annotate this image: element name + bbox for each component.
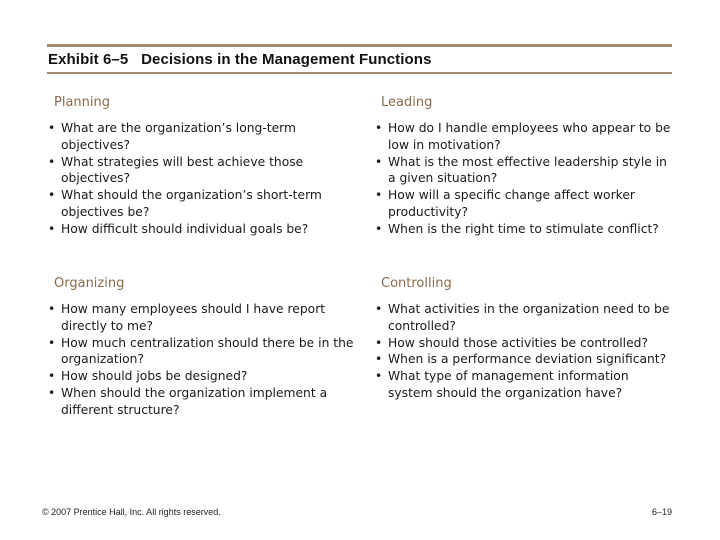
list-item: • When should the organization implement a different structure?: [48, 385, 363, 419]
leading-list: [375, 120, 675, 238]
list-item: • How many employees should I have report directly to me?: [48, 301, 363, 335]
list-item: • When is the right time to stimulate conflict?: [375, 221, 675, 238]
panel-heading-controlling: Controlling: [381, 276, 452, 291]
top-rule: [47, 44, 672, 47]
panel-heading-organizing: Organizing: [54, 276, 125, 291]
list-item: • How much centralization should there be in the organization?: [48, 335, 363, 369]
panel-controlling: [375, 276, 675, 402]
copyright-notice: © 2007 Prentice Hall, Inc. All rights reserved.: [42, 507, 221, 517]
list-item: • What are the organization’s long-term objectives?: [48, 120, 363, 154]
organizing-list: [48, 301, 363, 419]
list-item: • How will a specific change affect worker productivity?: [375, 187, 675, 221]
controlling-list: [375, 301, 675, 402]
list-item: • What type of management information system should the organization have?: [375, 368, 675, 402]
list-item: • What is the most effective leadership style in a given situation?: [375, 154, 675, 188]
page-number: 6–19: [652, 507, 673, 517]
title-underline: [47, 72, 672, 74]
list-item: • How should those activities be controlled?: [375, 335, 675, 352]
list-item: • When is a performance deviation significant?: [375, 351, 675, 368]
list-item: • What activities in the organization need to be controlled?: [375, 301, 675, 335]
list-item: • How do I handle employees who appear to be low in motivation?: [375, 120, 675, 154]
list-item: • How should jobs be designed?: [48, 368, 363, 385]
panel-organizing: [48, 276, 363, 419]
list-item: • What strategies will best achieve those objectives?: [48, 154, 363, 188]
panel-heading-planning: Planning: [54, 95, 110, 110]
exhibit-title: Exhibit 6–5 Decisions in the Management Functions: [48, 51, 432, 68]
planning-list: [48, 120, 363, 238]
panel-leading: [375, 95, 675, 238]
panel-planning: [48, 95, 363, 238]
list-item: • How difficult should individual goals be?: [48, 221, 363, 238]
list-item: • What should the organization’s short-term objectives be?: [48, 187, 363, 221]
panel-heading-leading: Leading: [381, 95, 433, 110]
